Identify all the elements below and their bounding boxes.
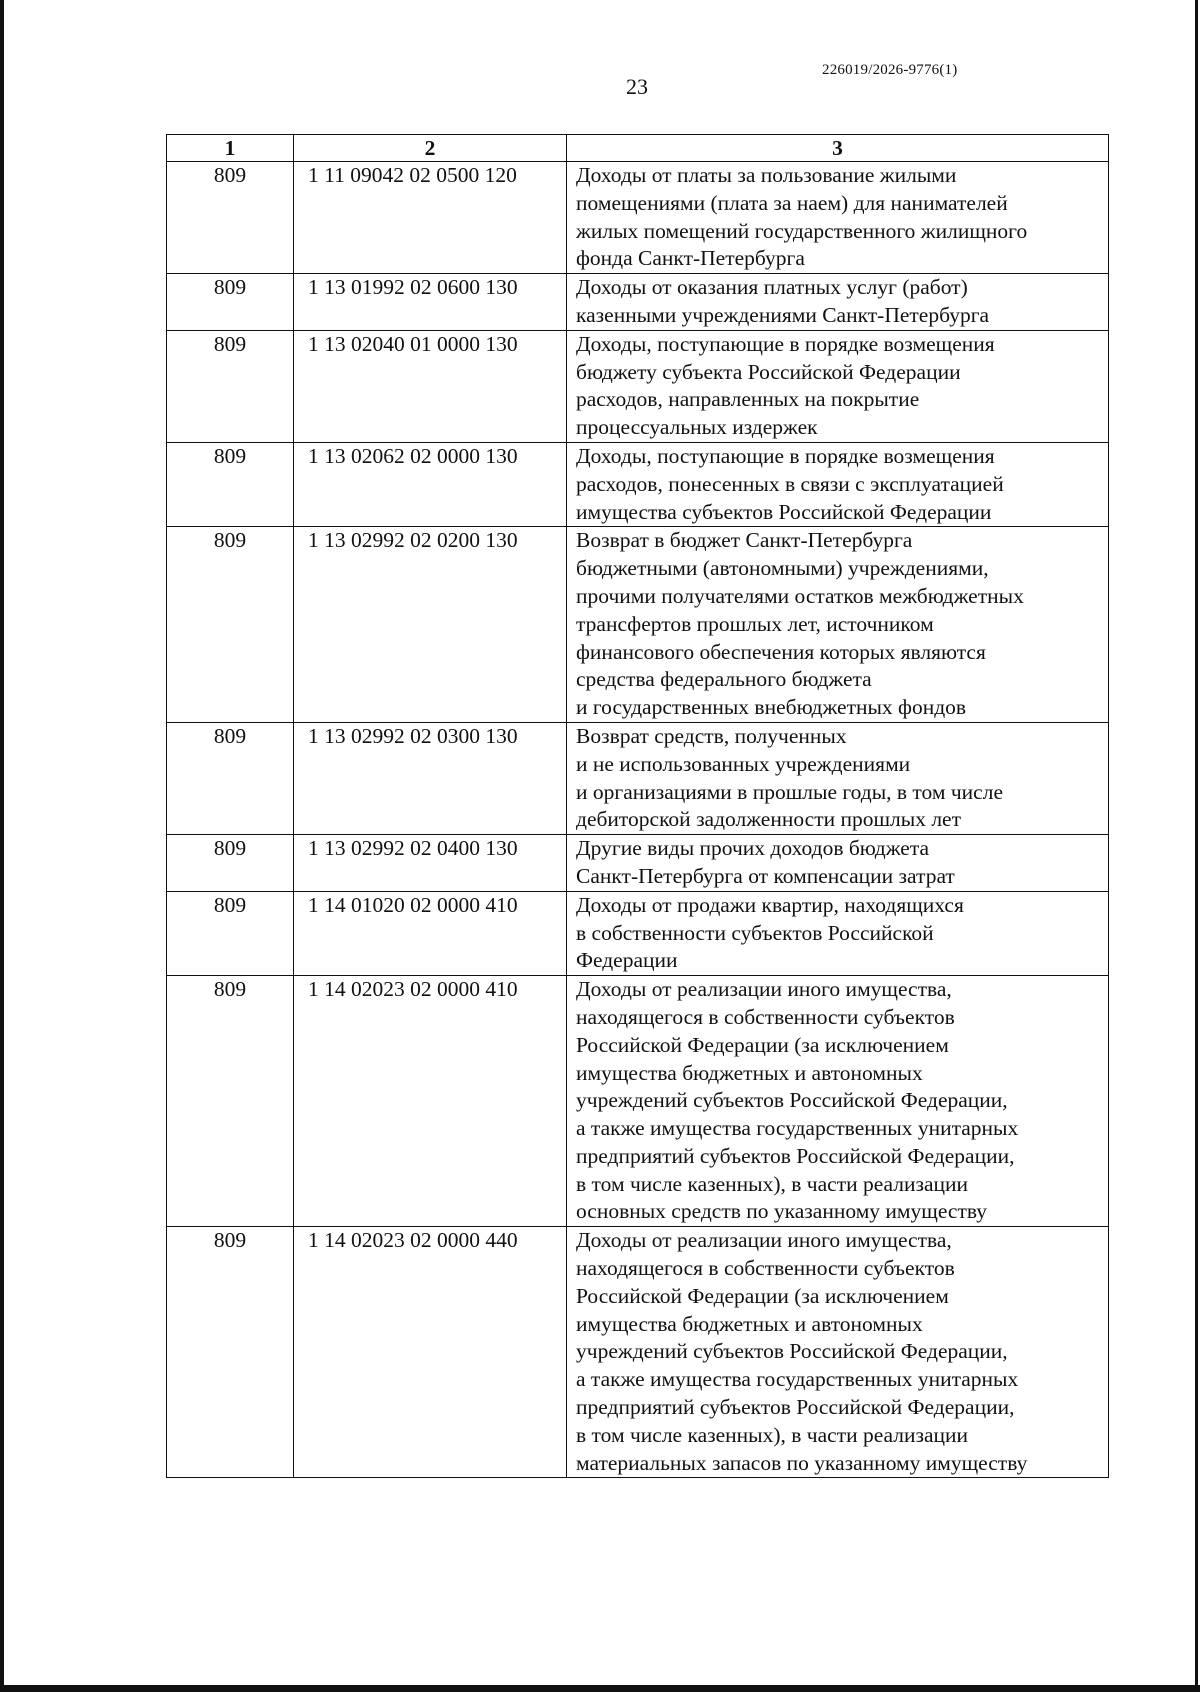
description-line: Доходы от продажи квартир, находящихся [576,892,964,917]
description-line: основных средств по указанному имуществу [576,1199,988,1224]
description-line: имущества субъектов Российской Федерации [576,499,992,524]
description-cell [567,976,1109,1227]
description-line: имущества бюджетных и автономных [576,1060,923,1085]
revenue-code-cell: 1 13 02040 01 0000 130 [294,330,567,442]
revenue-code-cell: 1 14 02023 02 0000 440 [294,1227,567,1478]
description-line: Возврат средств, полученных [576,723,847,748]
table-body [167,162,1109,1478]
table-row [167,162,1109,274]
description-cell [567,442,1109,526]
description-line: учреждений субъектов Российской Федерации, [576,1088,1008,1113]
description-line: имущества бюджетных и автономных [576,1311,923,1336]
description-line: Возврат в бюджет Санкт-Петербурга [576,528,913,553]
column-header-1: 1 [167,135,294,162]
description-line: расходов, направленных на покрытие [576,387,920,412]
scan-border-right [1195,0,1198,1692]
column-header-3: 3 [567,135,1109,162]
description-line: и не использованных учреждениями [576,751,911,776]
description-line: в том числе казенных), в части реализации [576,1422,969,1447]
description-line: материальных запасов по указанному имуществу [576,1450,1028,1475]
table-row [167,722,1109,834]
column-header-2: 2 [294,135,567,162]
description-line: в том числе казенных), в части реализации [576,1171,969,1196]
admin-code-cell: 809 [167,274,294,331]
description-line: трансфертов прошлых лет, источником [576,611,934,636]
admin-code-cell: 809 [167,835,294,892]
description-cell [567,162,1109,274]
description-cell [567,274,1109,331]
description-cell [567,527,1109,723]
admin-code-cell: 809 [167,891,294,975]
table-row [167,330,1109,442]
description-line: и государственных внебюджетных фондов [576,695,967,720]
revenue-code-cell: 1 14 01020 02 0000 410 [294,891,567,975]
description-line: Доходы, поступающие в порядке возмещения [576,331,995,356]
table-row [167,976,1109,1227]
description-line: Доходы от платы за пользование жилыми [576,163,957,187]
description-line: финансового обеспечения которых являются [576,639,986,664]
description-cell [567,1227,1109,1478]
description-line: предприятий субъектов Российской Федерации, [576,1395,1015,1420]
description-line: дебиторской задолженности прошлых лет [576,807,961,832]
description-line: помещениями (плата за наем) для нанимателей [576,190,1008,215]
description-line: фонда Санкт-Петербурга [576,246,805,271]
revenue-code-cell: 1 11 09042 02 0500 120 [294,162,567,274]
admin-code-cell: 809 [167,527,294,723]
description-line: Санкт-Петербурга от компенсации затрат [576,863,955,888]
description-line: бюджетными (автономными) учреждениями, [576,556,989,581]
description-line: а также имущества государственных унитарных [576,1367,1019,1392]
table-row [167,835,1109,892]
scan-border-bottom [0,1685,1200,1692]
description-line: находящегося в собственности субъектов [576,1256,955,1281]
admin-code-cell: 809 [167,722,294,834]
description-line: Доходы от реализации иного имущества, [576,1228,952,1253]
description-line: Другие виды прочих доходов бюджета [576,836,930,861]
description-line: процессуальных издержек [576,415,818,440]
revenue-code-cell: 1 14 02023 02 0000 410 [294,976,567,1227]
description-line: Доходы, поступающие в порядке возмещения [576,443,995,468]
admin-code-cell: 809 [167,442,294,526]
revenue-code-cell: 1 13 01992 02 0600 130 [294,274,567,331]
admin-code-cell: 809 [167,330,294,442]
description-line: Федерации [576,948,678,973]
description-line: учреждений субъектов Российской Федерации, [576,1339,1008,1364]
description-line: предприятий субъектов Российской Федерации, [576,1143,1015,1168]
admin-code-cell: 809 [167,162,294,274]
description-line: а также имущества государственных унитарных [576,1116,1019,1141]
description-cell [567,330,1109,442]
revenue-codes-table [166,134,1109,1478]
description-line: Доходы от реализации иного имущества, [576,977,952,1002]
description-line: Российской Федерации (за исключением [576,1032,949,1057]
table-row [167,1227,1109,1478]
description-line: казенными учреждениями Санкт-Петербурга [576,302,990,327]
description-line: жилых помещений государственного жилищного [576,218,1028,243]
description-line: в собственности субъектов Российской [576,920,934,945]
revenue-code-cell: 1 13 02992 02 0300 130 [294,722,567,834]
scan-border-left [0,0,4,1692]
document-number: 226019/2026-9776(1) [822,62,958,78]
table-row [167,891,1109,975]
admin-code-cell: 809 [167,1227,294,1478]
description-cell [567,891,1109,975]
description-cell [567,835,1109,892]
table-row [167,274,1109,331]
admin-code-cell: 809 [167,976,294,1227]
description-cell [567,722,1109,834]
description-line: Доходы от оказания платных услуг (работ) [576,275,968,300]
revenue-code-cell: 1 13 02062 02 0000 130 [294,442,567,526]
description-line: средства федерального бюджета [576,667,872,692]
revenue-code-cell: 1 13 02992 02 0400 130 [294,835,567,892]
description-line: Российской Федерации (за исключением [576,1283,949,1308]
table-row [167,442,1109,526]
table-header-row [167,135,1109,162]
page-number: 23 [626,74,648,99]
revenue-code-cell: 1 13 02992 02 0200 130 [294,527,567,723]
description-line: бюджету субъекта Российской Федерации [576,359,961,384]
description-line: находящегося в собственности субъектов [576,1004,955,1029]
description-line: и организациями в прошлые годы, в том числе [576,779,1003,804]
description-line: прочими получателями остатков межбюджетных [576,583,1024,608]
description-line: расходов, понесенных в связи с эксплуатацией [576,471,1004,496]
table-row [167,527,1109,723]
